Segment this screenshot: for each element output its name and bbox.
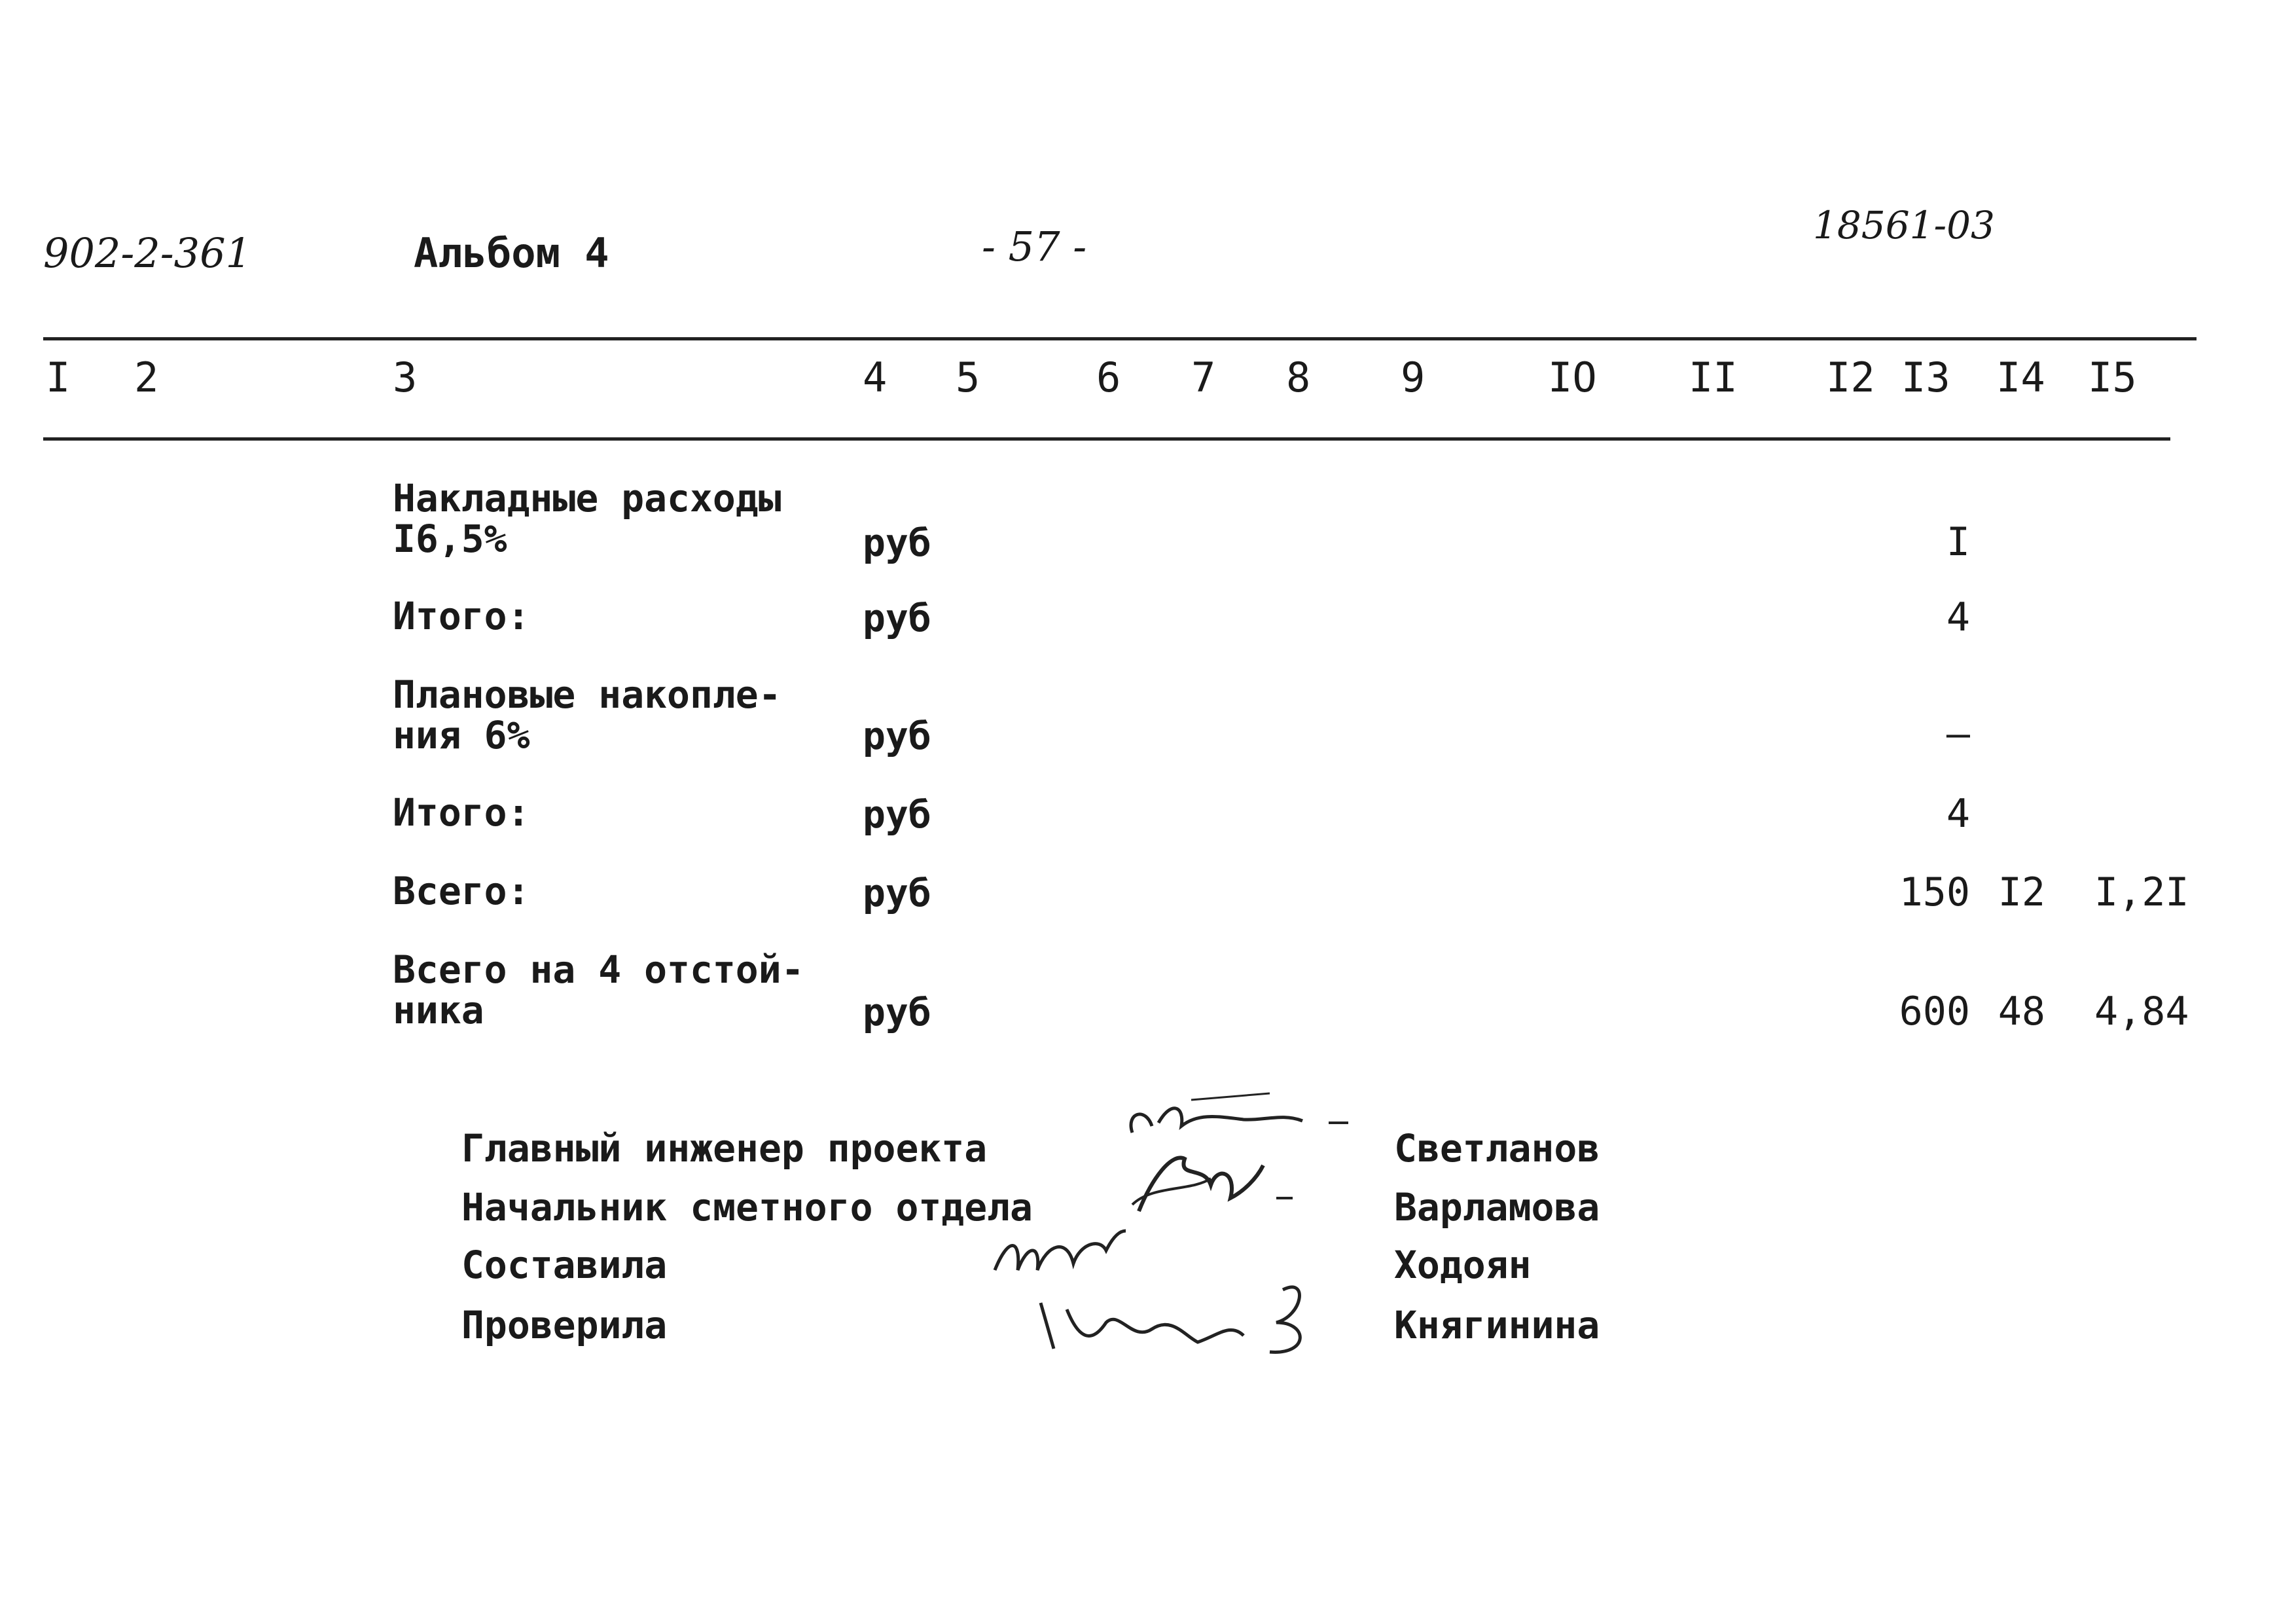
signature-title: Составила (461, 1243, 668, 1287)
row-value-col13: 600 (1899, 989, 1970, 1034)
column-number-6: 6 (1096, 354, 1121, 401)
signature-name: Варламова (1394, 1185, 1600, 1230)
document-code: 902-2-361 (43, 229, 252, 277)
column-number-7: 7 (1191, 354, 1216, 401)
row-unit: руб (863, 520, 931, 565)
signature-title: Проверила (461, 1303, 668, 1347)
column-number-3: 3 (393, 354, 418, 401)
signature-title: Главный инженер проекта (461, 1126, 988, 1171)
column-number-13: I3 (1901, 354, 1950, 401)
row-label-planned-savings: Плановые накопле- ния 6% (393, 672, 781, 757)
column-number-11: II (1689, 354, 1738, 401)
column-number-15: I5 (2088, 354, 2137, 401)
row-label-subtotal: Итого: (393, 594, 530, 638)
row-value-col15: I,2I (2094, 869, 2189, 915)
signature-name: Светланов (1394, 1126, 1600, 1171)
archive-number: 18561-03 (1813, 203, 1995, 247)
row-value-col13: – (1946, 711, 1970, 757)
page-number: - 57 - (982, 223, 1087, 270)
row-label-subtotal: Итого: (393, 790, 530, 835)
row-value-col13: 4 (1946, 594, 1970, 640)
column-number-8: 8 (1286, 354, 1311, 401)
row-value-col13: I (1946, 519, 1970, 565)
row-unit: руб (863, 714, 931, 758)
signature-title: Начальник сметного отдела (461, 1185, 1033, 1230)
header-top-rule (43, 337, 2197, 340)
column-number-5: 5 (956, 354, 980, 401)
row-unit: руб (863, 990, 931, 1034)
column-number-1: I (46, 354, 71, 401)
column-number-14: I4 (1996, 354, 2045, 401)
album-label: Альбом 4 (414, 229, 609, 277)
row-unit: руб (863, 596, 931, 640)
signature-mark-compiler-checker (982, 1211, 1348, 1362)
row-value-col15: 4,84 (2094, 989, 2189, 1034)
column-number-9: 9 (1401, 354, 1426, 401)
column-number-4: 4 (863, 354, 888, 401)
row-value-col14: 48 (1998, 989, 2045, 1034)
row-label-total-four-settlers: Всего на 4 отстой- ника (393, 947, 804, 1032)
header-bottom-rule (43, 437, 2170, 441)
row-label-overhead: Накладные расходы I6,5% (393, 476, 781, 561)
row-label-total: Всего: (393, 869, 530, 913)
row-unit: руб (863, 792, 931, 837)
signature-name: Княгинина (1394, 1303, 1600, 1347)
row-value-col14: I2 (1998, 869, 2045, 915)
column-number-10: IO (1548, 354, 1597, 401)
row-value-col13: 4 (1946, 791, 1970, 837)
signature-name: Ходоян (1394, 1243, 1532, 1287)
column-number-2: 2 (134, 354, 159, 401)
row-value-col13: 150 (1899, 869, 1970, 915)
row-unit: руб (863, 871, 931, 915)
column-number-12: I2 (1826, 354, 1875, 401)
